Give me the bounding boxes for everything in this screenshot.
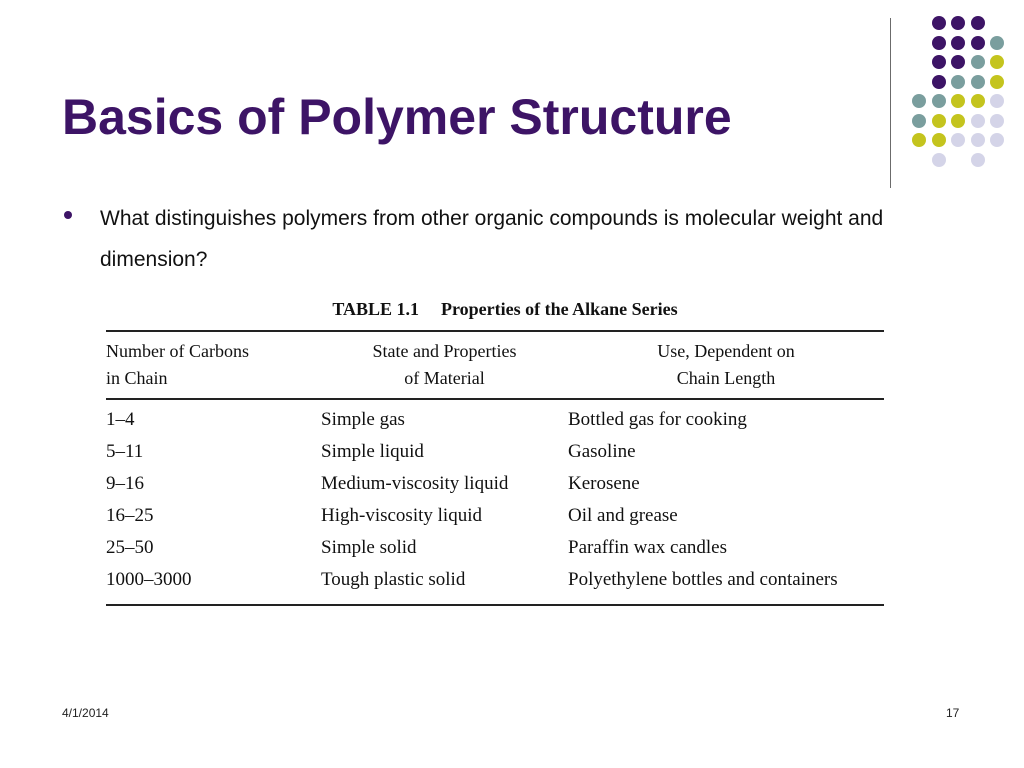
decorative-dot (932, 94, 946, 108)
cell-use: Polyethylene bottles and containers (568, 569, 838, 590)
decorative-dot (990, 75, 1004, 89)
decorative-dot (932, 114, 946, 128)
cell-carbons: 1–4 (106, 409, 135, 430)
decorative-dot (932, 55, 946, 69)
cell-state: Simple gas (321, 409, 405, 430)
decorative-dot (971, 94, 985, 108)
table-row (106, 468, 884, 500)
alkane-table-figure (106, 296, 884, 606)
header-carbons (106, 332, 321, 398)
table-row (106, 436, 884, 468)
decorative-dot (971, 55, 985, 69)
header-carbons-line2: in Chain (106, 368, 168, 388)
header-state-line2: of Material (404, 368, 485, 388)
slide-title: Basics of Polymer Structure (62, 89, 732, 145)
decorative-dot (990, 94, 1004, 108)
decorative-dot (912, 114, 926, 128)
cell-use: Gasoline (568, 441, 636, 462)
footer-page-number: 17 (946, 706, 960, 720)
header-carbons-line1: Number of Carbons (106, 341, 249, 361)
table-caption-title: Properties of the Alkane Series (441, 299, 678, 319)
cell-carbons: 5–11 (106, 441, 144, 462)
header-use-line2: Chain Length (676, 368, 776, 388)
header-use (568, 332, 884, 398)
table-caption-number: TABLE 1.1 (332, 299, 420, 319)
cell-state: High-viscosity liquid (321, 505, 482, 526)
cell-carbons: 25–50 (106, 537, 154, 558)
alkane-table (106, 332, 884, 398)
decorative-dot (990, 133, 1004, 147)
cell-state: Medium-viscosity liquid (321, 473, 509, 494)
decorative-dot (971, 75, 985, 89)
decorative-dot (951, 16, 965, 30)
header-state (321, 332, 568, 398)
decorative-dot (971, 133, 985, 147)
header-use-line1: Use, Dependent on (657, 341, 795, 361)
decorative-dot (990, 114, 1004, 128)
decorative-dot (912, 133, 926, 147)
decorative-dot (932, 36, 946, 50)
decorative-dot (990, 36, 1004, 50)
table-row (106, 500, 884, 532)
cell-use: Kerosene (568, 473, 640, 494)
bullet-icon (64, 211, 72, 219)
cell-carbons: 9–16 (106, 473, 144, 494)
table-header-rule (106, 398, 884, 400)
decorative-dot (932, 16, 946, 30)
table-row (106, 532, 884, 564)
cell-carbons: 16–25 (106, 505, 154, 526)
cell-state: Simple solid (321, 537, 417, 558)
cell-state: Tough plastic solid (321, 569, 466, 590)
decorative-dot (951, 133, 965, 147)
decorative-dot (951, 36, 965, 50)
table-bottom-rule (106, 604, 884, 606)
decorative-dot (990, 55, 1004, 69)
decorative-dot (912, 94, 926, 108)
decorative-dot (932, 133, 946, 147)
decorative-dot (971, 16, 985, 30)
decorative-dot (951, 114, 965, 128)
header-state-line1: State and Properties (372, 341, 517, 361)
table-row (106, 564, 884, 596)
decorative-dot (951, 94, 965, 108)
decorative-dot (971, 114, 985, 128)
decorative-divider (890, 18, 891, 188)
decorative-dot (932, 153, 946, 167)
decorative-dot (951, 55, 965, 69)
cell-carbons: 1000–3000 (106, 569, 192, 590)
decorative-dot (951, 75, 965, 89)
decorative-dot (971, 36, 985, 50)
cell-use: Bottled gas for cooking (568, 409, 747, 430)
table-row (106, 404, 884, 436)
cell-use: Oil and grease (568, 505, 678, 526)
bullet-text: What distinguishes polymers from other organic compounds is molecular weight and dimension? (100, 207, 884, 271)
cell-state: Simple liquid (321, 441, 424, 462)
decorative-dot (971, 153, 985, 167)
table-caption (106, 296, 884, 322)
table-header-row (106, 332, 884, 398)
alkane-table-body (106, 404, 884, 596)
decorative-dot (932, 75, 946, 89)
footer-date: 4/1/2014 (62, 706, 109, 720)
cell-use: Paraffin wax candles (568, 537, 727, 558)
